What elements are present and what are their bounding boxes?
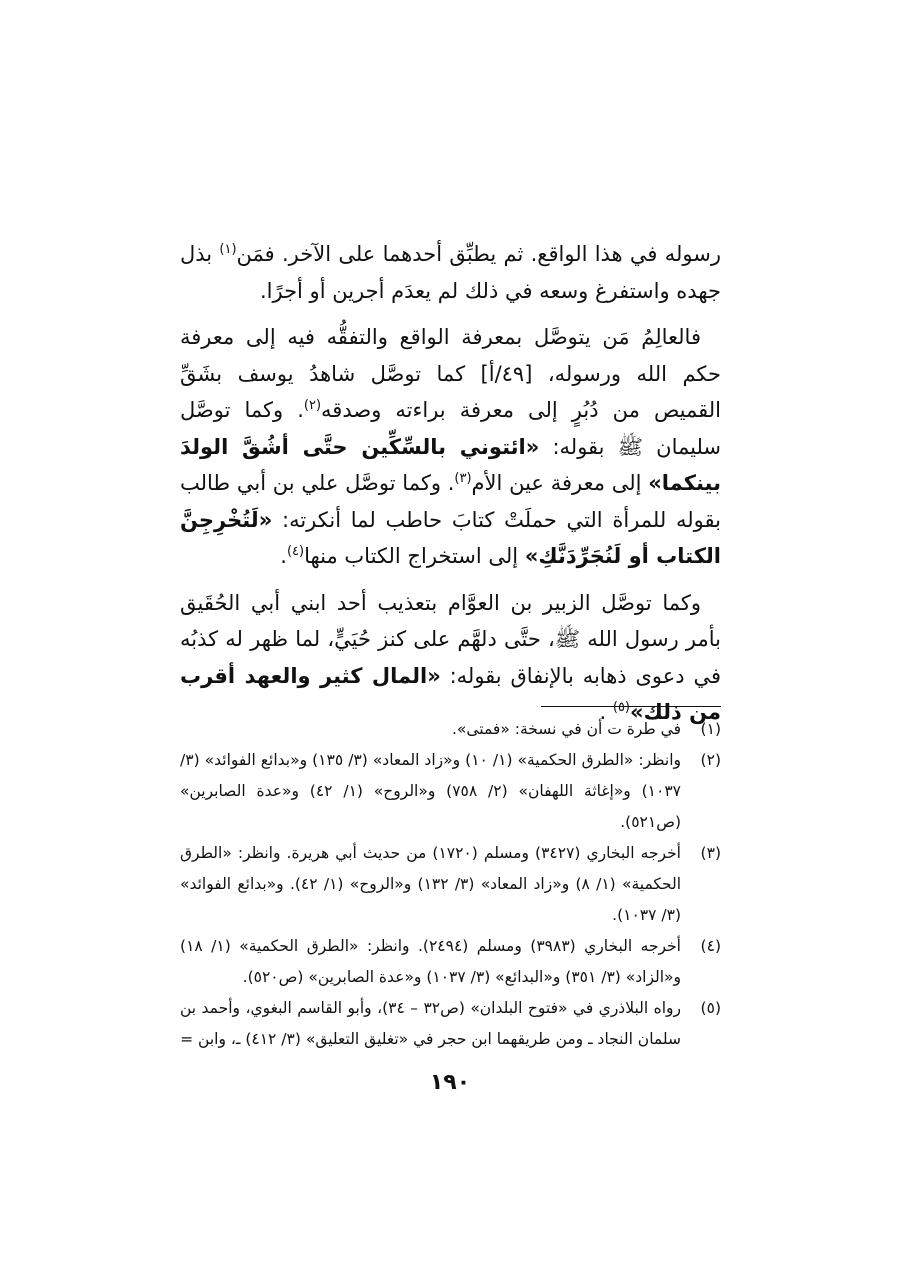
paragraph-text: إلى استخراج الكتاب منها (304, 544, 525, 568)
paragraph-text: رسوله في هذا الواقع. ثم يطبِّق أحدهما على الآخر. فمَن (236, 242, 721, 266)
footnote-ref[interactable]: (٤) (286, 544, 305, 559)
footnote-ref[interactable]: (٢) (303, 398, 322, 413)
footnote-5 (180, 993, 721, 1055)
footnote-separator (541, 706, 721, 707)
paragraph-text: إلى معرفة عين الأم (471, 471, 649, 495)
footnote-ref[interactable]: (١) (219, 242, 237, 257)
footnote-3 (180, 838, 721, 931)
footnote-text: أخرجه البخاري (٣٤٢٧) ومسلم (١٧٢٠) من حديث أبي هريرة. وانظر: «الطرق الحكمية» (١/ ٨) و«زاد المعاد» (٣/ ١٣٢) و«الروح» (١/ ٤٢). و«بدائع الفوائد» (٣/ ١٠٣٧). (180, 844, 682, 924)
footnote-text: أخرجه البخاري (٣٩٨٣) ومسلم (٢٤٩٤). وانظر: «الطرق الحكمية» (١/ ١٨) و«الزاد» (٣/ ٣٥١) و«البدائع» (٣/ ١٠٣٧) و«عدة الصابرين» (ص٥٢٠). (180, 937, 681, 986)
footnote-2 (180, 745, 721, 838)
footnote-ref[interactable]: (٥) (612, 700, 630, 715)
footnote-number: (٥) (700, 999, 721, 1017)
footnote-number: (٣) (700, 844, 721, 862)
paragraph-text: . وكما توصَّل سليمان ﷺ بقوله: (180, 398, 722, 459)
footnote-text: رواه البلاذري في «فتوح البلدان» (ص٣٢ – ٣٤)، وأبو القاسم البغوي، وأحمد بن سلمان النجاد ـ ومن طريقهما ابن حجر في «تغليق التعليق» (٣/ ٤١٢) ـ، وابن = (180, 999, 681, 1048)
footnote-number: (٤) (700, 937, 721, 955)
footnote-4 (180, 931, 721, 993)
footnote-1 (180, 714, 721, 745)
paragraph-text: . (599, 700, 613, 724)
paragraph-1 (180, 236, 721, 309)
footnote-ref[interactable]: (٣) (454, 471, 472, 486)
paragraph-2 (180, 319, 721, 575)
paragraph-text: فالعالِمُ مَن يتوصَّل بمعرفة الواقع والتفقُّه فيه إلى معرفة حكم الله ورسوله، [٤٩/أ] كما توصَّل شاهدُ يوسف بشَقِّ القميص من دُبُرٍ إلى معرفة براءته وصدقه (180, 325, 721, 422)
footnote-number: (١) (700, 720, 721, 738)
paragraph-3 (180, 585, 721, 731)
page-number: ١٩٠ (429, 1070, 471, 1095)
footnotes (180, 714, 721, 1055)
paragraph-text: . (280, 544, 287, 568)
main-text (180, 236, 721, 741)
footnote-text: وانظر: «الطرق الحكمية» (١/ ١٠) و«زاد المعاد» (٣/ ١٣٥) و«بدائع الفوائد» (٣/ ١٠٣٧) و«إغاثة اللهفان» (٢/ ٧٥٨) و«الروح» (١/ ٤٢) و«عدة الصابرين» (ص٥٢١). (180, 751, 682, 831)
paragraph-text: وكما توصَّل الزبير بن العوَّام بتعذيب أحد ابني أبي الحُقَيق بأمر رسول الله ﷺ، حتَّى دلهَّم على كنز حُيَيٍّ، لما ظهر له كذبُه في دعوى ذهابه بالإنفاق بقوله: (180, 590, 721, 688)
paragraph-text: بذل جهده واستفرغ وسعه في ذلك لم يعدَم أجرين أو أجرًا. (180, 242, 721, 303)
quoted-saying: «لَتُخْرِجِنَّ الكتاب أو لَنُجَرِّدَنَّكِ» (180, 507, 721, 568)
quoted-saying: «المال كثير والعهد أقرب من ذلك» (180, 663, 721, 724)
footnote-number: (٢) (700, 751, 721, 769)
footnote-text: في طرة ت أن في نسخة: «فمتى». (451, 720, 681, 738)
paragraph-text: . وكما توصَّل علي بن أبي طالب بقوله للمرأة التي حملَتْ كتابَ حاطب لما أنكرته: (180, 471, 721, 532)
quoted-saying: «ائتوني بالسِّكِّين حتَّى أشُقَّ الولدَ بينكما» (180, 434, 721, 495)
